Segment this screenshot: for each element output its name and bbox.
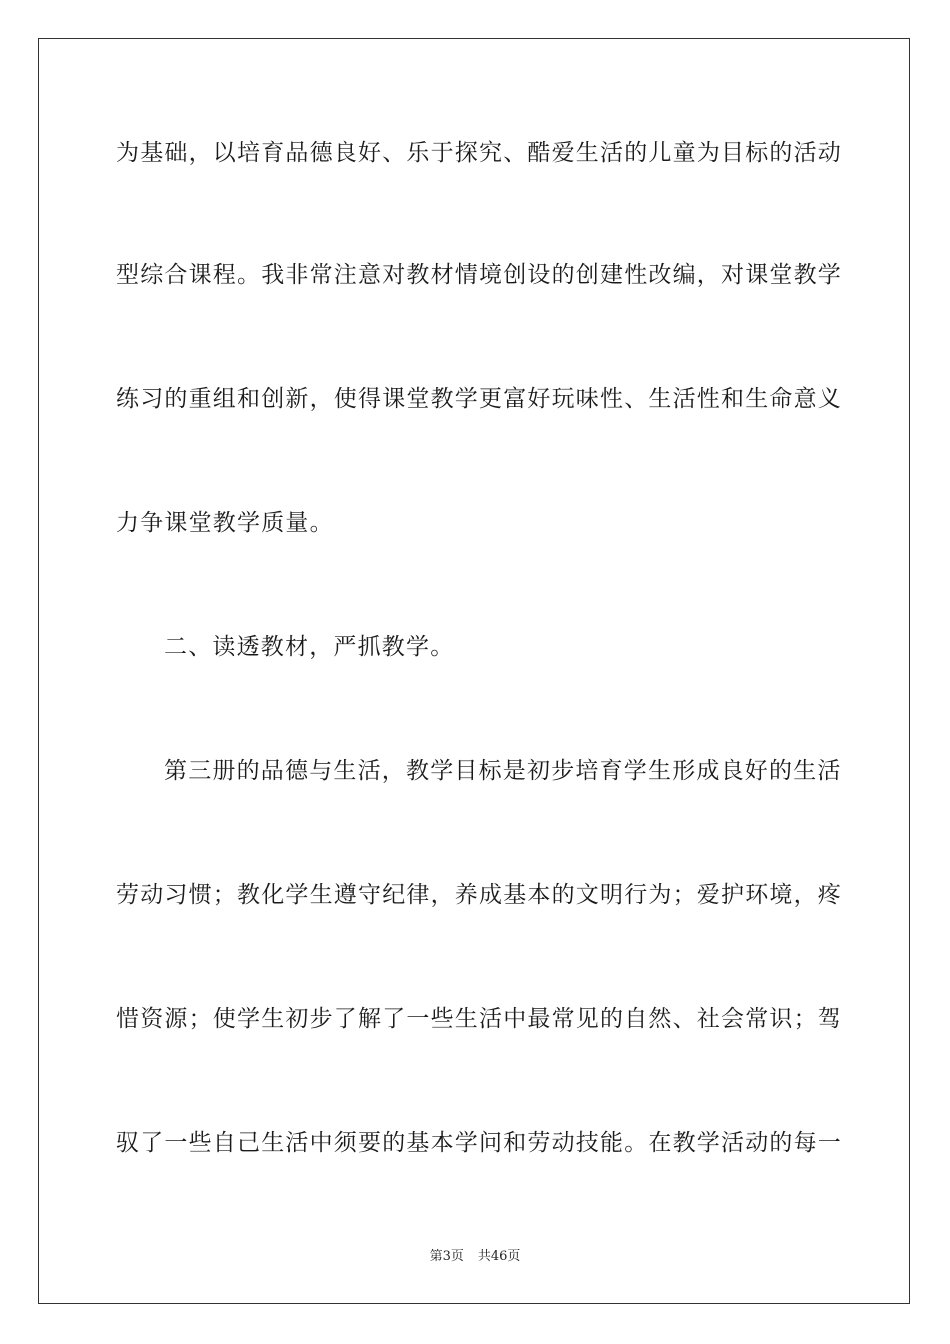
section-heading: 二、读透教材，严抓教学。 (164, 634, 455, 660)
text-line-3: 练习的重组和创新，使得课堂教学更富好玩味性、生活性和生命意义 (116, 386, 842, 412)
page-footer (0, 1248, 950, 1266)
page-total: 共46页 (477, 1249, 521, 1264)
text-line-1: 为基础，以培育品德良好、乐于探究、酷爱生活的儿童为目标的活动 (116, 140, 842, 166)
page-number: 第3页 (429, 1249, 464, 1264)
text-line-4: 力争课堂教学质量。 (116, 510, 334, 536)
page-border (38, 38, 910, 1304)
text-line-9: 驭了一些自己生活中须要的基本学问和劳动技能。在教学活动的每一 (116, 1130, 842, 1156)
text-line-8: 惜资源；使学生初步了解了一些生活中最常见的自然、社会常识；驾 (116, 1006, 842, 1032)
text-line-2: 型综合课程。我非常注意对教材情境创设的创建性改编，对课堂教学 (116, 262, 842, 288)
text-line-6: 第三册的品德与生活，教学目标是初步培育学生形成良好的生活 (164, 758, 842, 784)
text-line-7: 劳动习惯；教化学生遵守纪律，养成基本的文明行为；爱护环境，疼 (116, 882, 842, 908)
